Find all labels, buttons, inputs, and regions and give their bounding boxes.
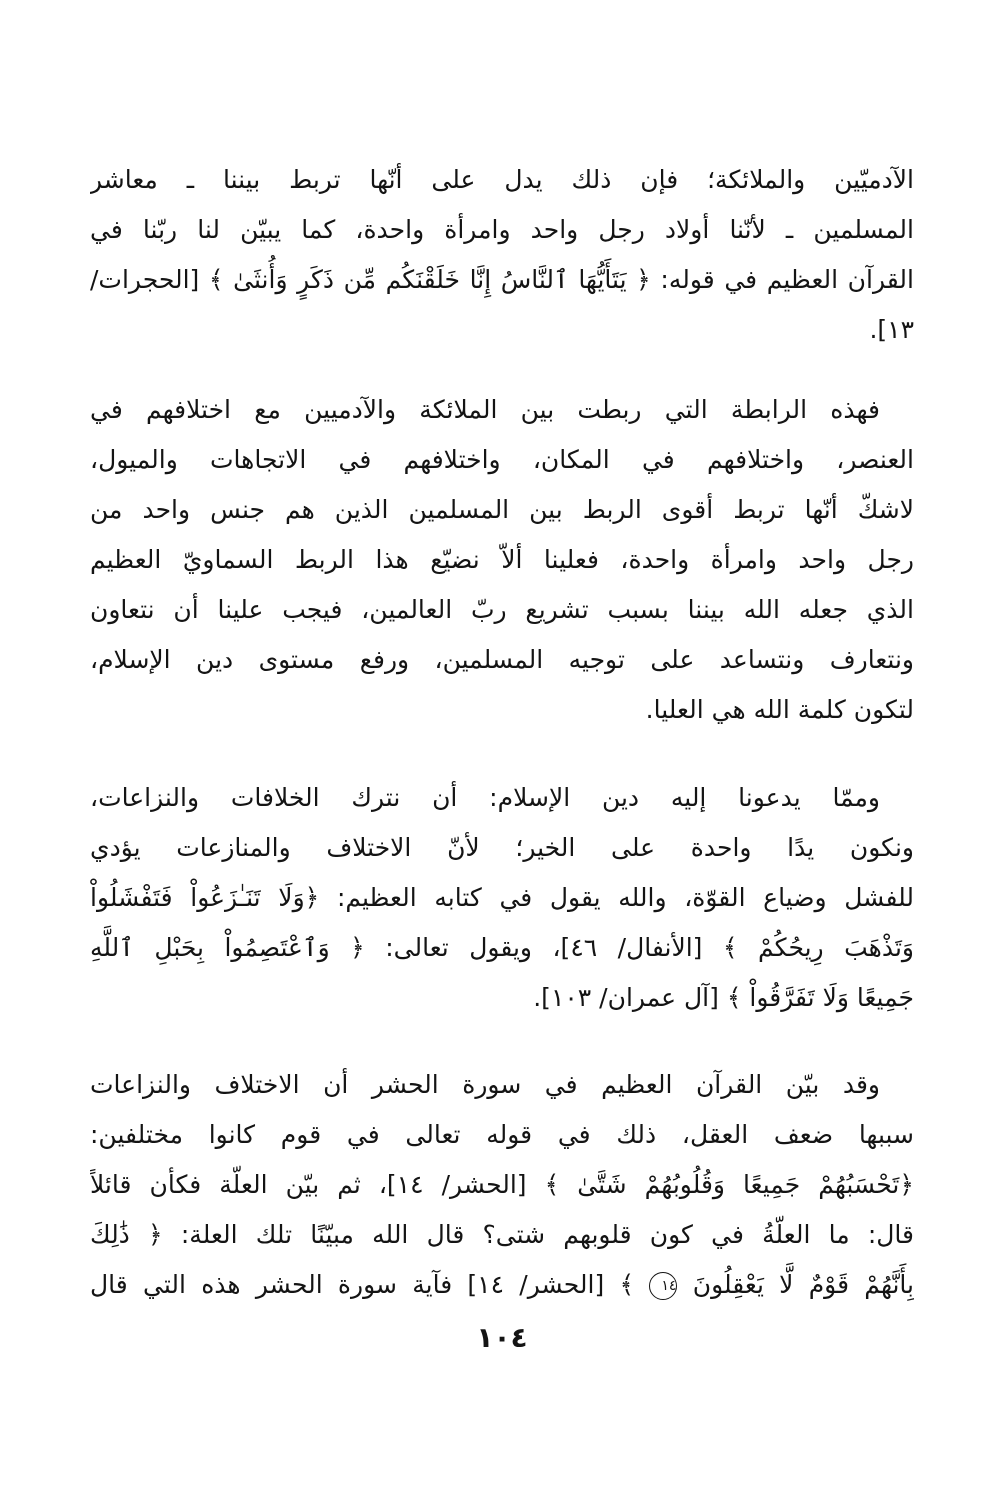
verse-number-marker: ١٤ (649, 1272, 677, 1300)
page-number: ١٠٤ (476, 1321, 528, 1354)
text-line: العنصر، واختلافهم في المكان، واختلافهم في الاتجاهات والميول، (90, 445, 914, 474)
text-line: لتكون كلمة الله هي العليا. (645, 695, 914, 724)
paragraph-4 (90, 1060, 914, 1310)
text-line: ﴿تَحْسَبُهُمْ جَمِيعًا وَقُلُوبُهُمْ شَتَّىٰ ﴾ [الحشر/ ١٤]، ثم بيّن العلّة فكأن قائلاً (90, 1170, 914, 1199)
text-line: سببها ضعف العقل، ذلك في قوله تعالى في قوم كانوا مختلفين: (90, 1120, 914, 1149)
text-line: قال: ما العلّةُ في كون قلوبهم شتى؟ قال الله مبيّنًا تلك العلة: ﴿ ذَٰلِكَ (90, 1220, 914, 1249)
text-line: الآدميّين والملائكة؛ فإن ذلك يدل على أنّها تربط بيننا ـ معاشر (90, 165, 914, 194)
text-line: المسلمين ـ لأنّنا أولاد رجل واحد وامرأة واحدة، كما يبيّن لنا ربّنا في (90, 215, 914, 244)
text-line: للفشل وضياع القوّة، والله يقول في كتابه العظيم: ﴿وَلَا تَنَـٰزَعُواْ فَتَفْشَلُواْ (90, 883, 914, 912)
text-line: وممّا يدعونا إليه دين الإسلام: أن نترك الخلافات والنزاعات، (90, 783, 880, 812)
text-line: ونكون يدًا واحدة على الخير؛ لأنّ الاختلاف والمنازعات يؤدي (90, 833, 914, 862)
text-line: لاشكّ أنّها تربط أقوى الربط بين المسلمين الذين هم جنس واحد من (90, 495, 914, 524)
text-line: فهذه الرابطة التي ربطت بين الملائكة والآدميين مع اختلافهم في (90, 395, 880, 424)
paragraph-3 (90, 773, 914, 1023)
text-line (90, 1260, 914, 1310)
paragraph-2 (90, 385, 914, 735)
text-line: ١٣]. (869, 315, 914, 344)
text-line: الذي جعله الله بيننا بسبب تشريع ربّ العالمين، فيجب علينا أن نتعاون (90, 595, 914, 624)
text-line: ونتعارف ونتساعد على توجيه المسلمين، ورفع مستوى دين الإسلام، (90, 645, 914, 674)
text-segment: ﴾ [الحشر/ ١٤] فآية سورة الحشر هذه التي قال (90, 1270, 635, 1299)
text-line: وقد بيّن القرآن العظيم في سورة الحشر أن الاختلاف والنزاعات (90, 1070, 880, 1099)
text-line: القرآن العظيم في قوله: ﴿ يَتَأَيُّهَا ٱلنَّاسُ إِنَّا خَلَقْنَكُم مِّن ذَكَرٍ وَأُنثَىٰ ﴾ [الحجرات/ (90, 265, 914, 294)
text-line: وَتَذْهَبَ رِيحُكُمْ ﴾ [الأنفال/ ٤٦]، ويقول تعالى: ﴿ وَٱعْتَصِمُواْ بِحَبْلِ ٱللَّهِ (90, 933, 914, 962)
text-line: جَمِيعًا وَلَا تَفَرَّقُواْ ﴾ [آل عمران/ ١٠٣]. (533, 983, 914, 1012)
text-segment: بِأَنَّهُمْ قَوْمٌ لَّا يَعْقِلُونَ (692, 1270, 914, 1299)
paragraph-1 (90, 155, 914, 355)
text-line: رجل واحد وامرأة واحدة، فعلينا ألاّ نضيّع هذا الربط السماويّ العظيم (90, 545, 914, 574)
